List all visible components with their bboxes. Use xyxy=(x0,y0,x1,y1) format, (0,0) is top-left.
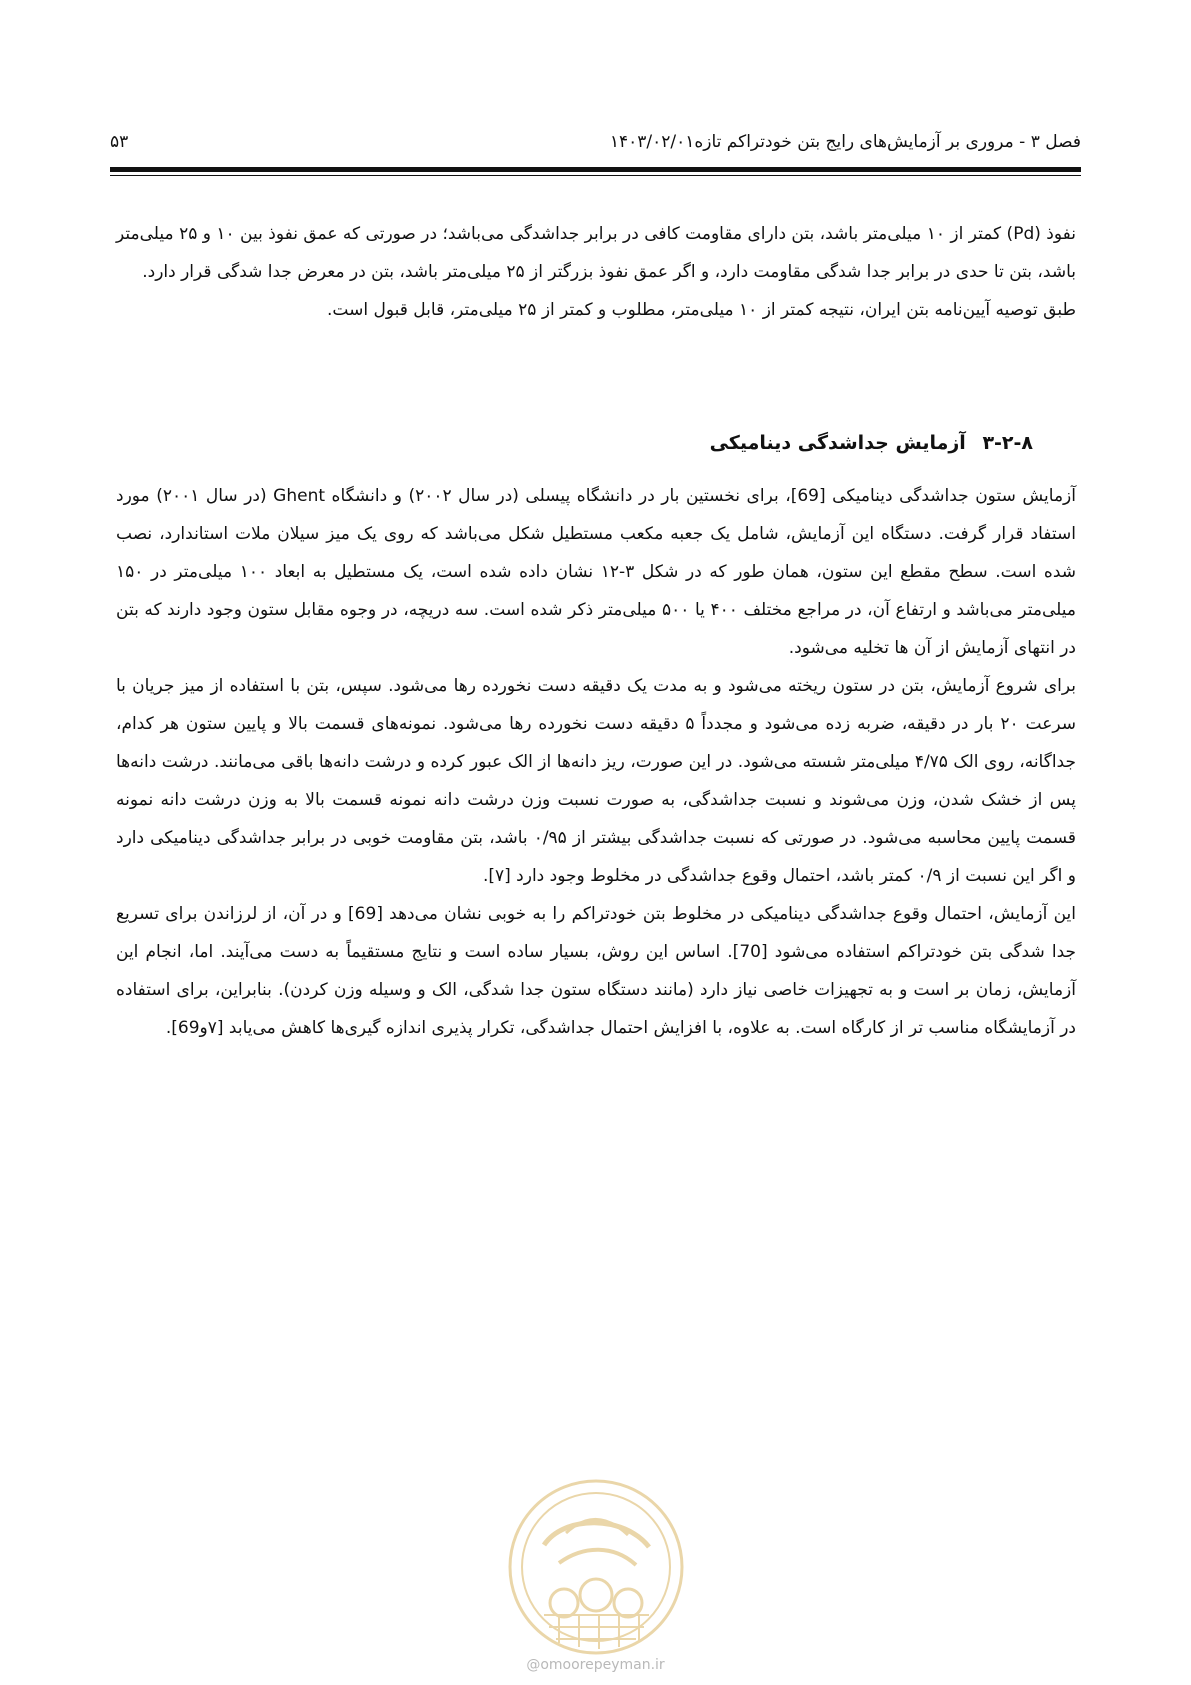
watermark-url: @omoorepeyman.ir xyxy=(526,1657,665,1673)
paragraph-test-evaluation: این آزمایش، احتمال وقوع جداشدگی دینامیکی در مخلوط بتن خودتراکم را به خوبی نشان می‌دهد [69] و در آن، از لرزاندن برای تسریع جدا شدگی بتن خودتراکم استفاده می‌شود [70]. اساس این روش، بسیار ساده است و نتایج مستقیماً به دست می‌آیند. اما، انجام این آزمایش، زمان بر است و به تجهیزات خاصی نیاز دارد (مانند دستگاه ستون جدا شدگی، الک و وسیله وزن کردن). بنابراین، برای استفاده در آزمایشگاه مناسب تر از کارگاه است. به علاوه، با افزایش احتمال جداشدگی، تکرار پذیری اندازه گیری‌ها کاهش می‌یابد [۷و69]. xyxy=(116,904,1076,1038)
page-header xyxy=(110,128,1081,168)
section-number: ۳-۲-۸ xyxy=(982,432,1033,454)
paragraph-test-procedure: برای شروع آزمایش، بتن در ستون ریخته می‌شود و به مدت یک دقیقه دست نخورده رها می‌شود. سپس، بتن با استفاده از میز جریان با سرعت ۲۰ بار در دقیقه، ضربه زده می‌شود و مجدداً ۵ دقیقه دست نخورده رها می‌شود. نمونه‌های قسمت بالا و پایین ستون هر کدام، جداگانه، روی الک ۴/۷۵ میلی‌متر شسته می‌شود. در این صورت، ریز دانه‌ها از الک عبور کرده و درشت دانه‌ها باقی می‌مانند. درشت دانه‌ها پس از خشک شدن، وزن می‌شوند و نسبت جداشدگی، به صورت نسبت وزن درشت دانه نمونه قسمت بالا به وزن درشت دانه نمونه قسمت پایین محاسبه می‌شود. در صورتی که نسبت جداشدگی بیشتر از ۰/۹۵ باشد، بتن مقاومت خوبی در برابر جداشدگی دینامیکی دارد و اگر این نسبت از ۰/۹ کمتر باشد، احتمال وقوع جداشدگی در مخلوط وجود دارد [۷]. xyxy=(116,676,1076,886)
paragraph-iran-code-recommendation: طبق توصیه آیین‌نامه بتن ایران، نتیجه کمتر از ۱۰ میلی‌متر، مطلوب و کمتر از ۲۵ میلی‌متر، قابل قبول است. xyxy=(327,300,1076,320)
logo-seal-icon xyxy=(504,1475,689,1660)
section-heading xyxy=(116,427,1076,459)
header-divider-thin xyxy=(110,175,1081,176)
paragraph-penetration-criteria: نفوذ (Pd) کمتر از ۱۰ میلی‌متر باشد، بتن دارای مقاومت کافی در برابر جداشدگی می‌باشد؛ در صورتی که عمق نفوذ بین ۱۰ و ۲۵ میلی‌متر باشد، بتن تا حدی در برابر جدا شدگی مقاومت دارد، و اگر عمق نفوذ بزرگتر از ۲۵ میلی‌متر باشد، بتن در معرض جدا شدگی قرار دارد. xyxy=(116,224,1076,282)
header-divider-thick xyxy=(110,167,1081,172)
document-body xyxy=(116,215,1076,1047)
header-title: فصل ۳ - مروری بر آزمایش‌های رایج بتن خودتراکم تازه۱۴۰۳/۰۲/۰۱ xyxy=(609,132,1081,152)
section-title: آزمایش جداشدگی دینامیکی xyxy=(709,432,966,454)
publisher-logo-watermark xyxy=(504,1475,689,1660)
page-number: ۵۳ xyxy=(110,132,129,152)
paragraph-test-description: آزمایش ستون جداشدگی دینامیکی [69]، برای نخستین بار در دانشگاه پیسلی (در سال ۲۰۰۲) و دانشگاه Ghent (در سال ۲۰۰۱) مورد استفاد قرار گرفت. دستگاه این آزمایش، شامل یک جعبه مکعب مستطیل شکل می‌باشد که روی یک میز سیلان ملات استاندارد، نصب شده است. سطح مقطع این ستون، همان طور که در شکل ۳-۱۲ نشان داده شده است، یک مستطیل به ابعاد ۱۰۰ میلی‌متر در ۱۵۰ میلی‌متر می‌باشد و ارتفاع آن، در مراجع مختلف ۴۰۰ یا ۵۰۰ میلی‌متر ذکر شده است. سه دریچه، در وجوه مقابل ستون وجود دارند که بتن در انتهای آزمایش از آن ها تخلیه می‌شود. xyxy=(116,486,1076,658)
